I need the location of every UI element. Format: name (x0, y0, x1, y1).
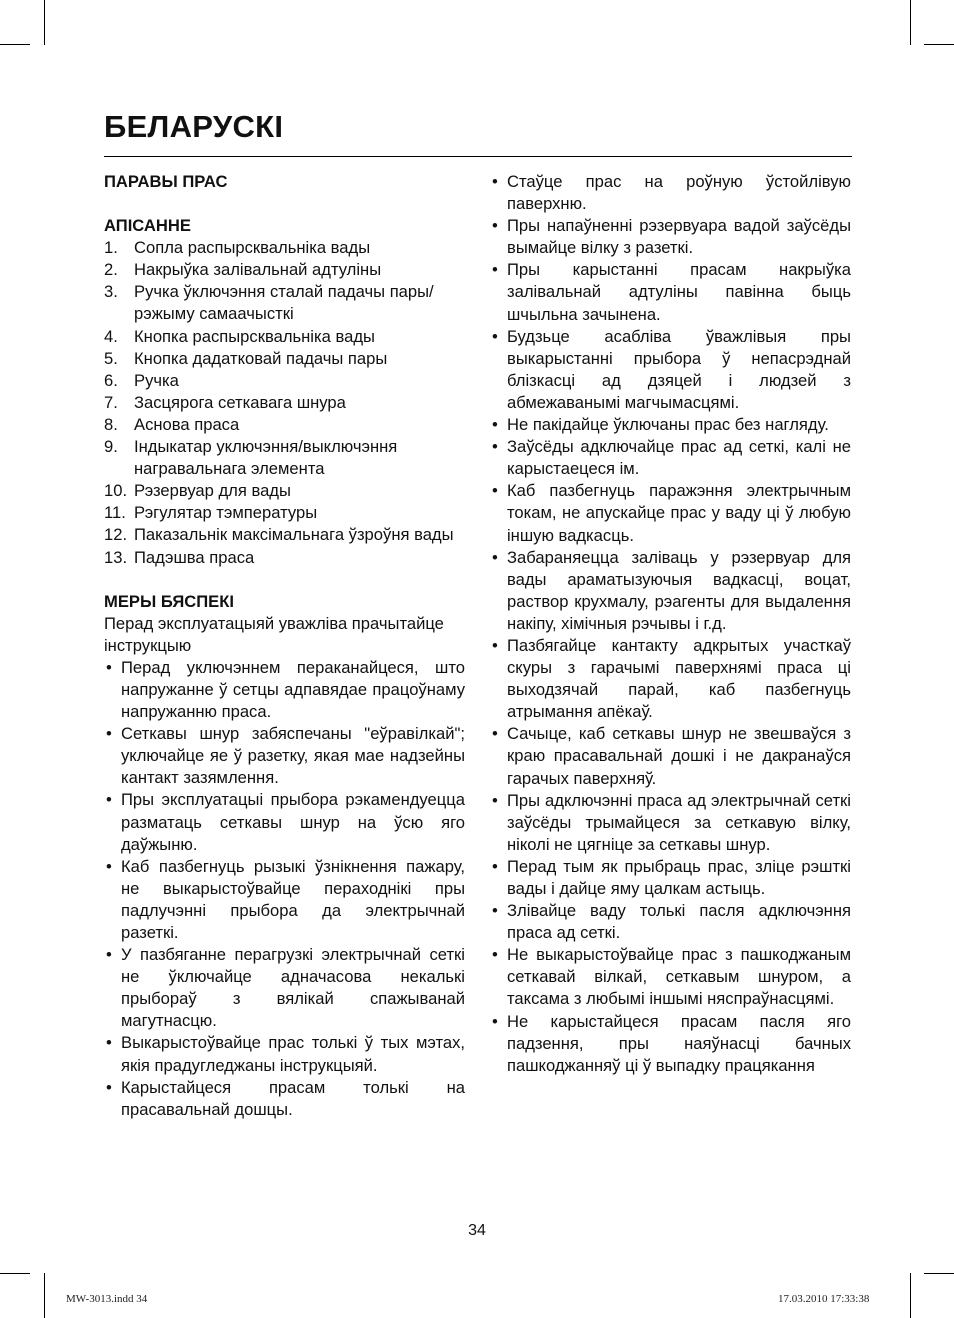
list-text: Стаўце прас на роўную ўстойлівую паверхню. (507, 172, 851, 214)
crop-mark (910, 1273, 911, 1318)
list-number: 2. (104, 260, 118, 280)
list-number: 5. (104, 348, 118, 368)
list-item (490, 547, 851, 635)
list-number: 13. (104, 547, 128, 567)
list-text: Не пакідайце ўключаны прас без нагляду. (507, 415, 829, 435)
list-item (490, 326, 851, 414)
list-item (104, 348, 465, 370)
list-text: Накрыўка залівальнай адтуліны (134, 260, 382, 280)
page-number: 34 (468, 1222, 486, 1239)
list-item (104, 502, 465, 524)
crop-mark (44, 0, 45, 45)
list-text: Пры напаўненні рэзервуара вадой заўсёды вымайце вілку з разеткі. (507, 216, 851, 258)
bullet-icon: • (492, 790, 498, 810)
list-item (490, 635, 851, 723)
list-item (490, 790, 851, 856)
crop-mark (44, 1273, 45, 1318)
bullet-icon: • (106, 790, 112, 810)
list-text: Пры адключэнні праса ад электрычнай сеткі заўсёды трымайцеся за сеткавую вілку, ніколі не цягніце за сеткавы шнур. (507, 790, 851, 854)
list-text: Ручка (134, 370, 179, 390)
list-text: Сопла распырсквальніка вады (134, 238, 371, 258)
bullet-icon: • (492, 415, 498, 435)
list-item (104, 259, 465, 281)
list-text: Злівайце ваду толькі пасля адключэння праса ад сеткі. (507, 901, 851, 943)
list-item (490, 414, 851, 436)
list-text: Паказальнік максімальнага ўзроўня вады (134, 525, 454, 545)
list-text: Ручка ўключэння сталай падачы пары/ рэжыму самаачысткі (134, 282, 434, 324)
list-number: 3. (104, 282, 118, 302)
list-text: Будзьце асабліва ўважлівыя пры выкарыстанні прыбора ў непасрэднай блізкасці ад дзяцей і людзей з абмежаванымі магчымасцямі. (507, 326, 851, 412)
language-title: БЕЛАРУСКІ (104, 109, 284, 144)
bullet-icon: • (492, 216, 498, 236)
list-text: Не выкарыстоўвайце прас з пашкоджаным сеткавай вілкай, сеткавым шнуром, а таксама з любымі іншымі няспраўнасцямі. (507, 945, 851, 1009)
list-text: Перад тым як прыбраць прас, зліце рэшткі вады і дайце яму цалкам астыць. (507, 856, 851, 898)
bullet-icon: • (106, 945, 112, 965)
bullet-icon: • (492, 724, 498, 744)
list-text: Кнопка распырсквальніка вады (134, 326, 375, 346)
bullet-icon: • (492, 437, 498, 457)
list-text: Перад уключэннем пераканайцеся, што напружанне ў сетцы адпавядае працоўнаму напружанню праса. (121, 657, 465, 722)
list-item (104, 281, 465, 325)
list-number: 11. (104, 503, 126, 523)
list-item (490, 900, 851, 944)
product-title: ПАРАВЫ ПРАС (104, 172, 228, 191)
description-heading: АПІСАННЕ (104, 216, 191, 236)
bullet-icon: • (492, 481, 498, 501)
list-text: Каб пазбегнуць рызыкі ўзнікнення пажару, не выкарыстоўвайце пераходнікі пры падлучэнні прыбора да электрычнай разеткі. (121, 856, 465, 942)
list-item (490, 171, 851, 215)
bullet-icon: • (106, 724, 112, 744)
list-text: Каб пазбегнуць паражэння электрычным токам, не апускайце прас у ваду ці ў любую іншую вадкасць. (507, 481, 851, 545)
bullet-icon: • (106, 1033, 112, 1053)
list-text: Сеткавы шнур забяспечаны "еўравілкай"; уключайце яе ў разетку, якая мае надзейны кантакт зазямлення. (121, 724, 465, 788)
list-text: Аснова праса (134, 414, 240, 434)
list-item (104, 547, 465, 569)
list-text: Пры карыстанні прасам накрыўка залівальнай адтуліны павінна быць шчыльна зачынена. (507, 260, 851, 324)
list-text: Пры эксплуатацыі прыбора рэкамендуецца разматаць сеткавы шнур на ўсю яго даўжыню. (121, 790, 465, 854)
bullet-icon: • (492, 1011, 498, 1031)
parts-list (104, 237, 465, 568)
list-item (104, 1032, 465, 1076)
list-item (490, 944, 851, 1010)
list-item (490, 856, 851, 900)
list-number: 7. (104, 392, 118, 412)
bullet-icon: • (492, 856, 498, 876)
bullet-icon: • (492, 901, 498, 921)
list-item (104, 414, 465, 436)
list-item (104, 480, 465, 502)
list-item (104, 392, 465, 414)
bullet-icon: • (492, 547, 498, 567)
list-text: Заўсёды адключайце прас ад сеткі, калі не карыстаецеся ім. (507, 437, 851, 479)
crop-mark (0, 44, 30, 45)
list-item (490, 480, 851, 546)
list-item (104, 524, 465, 546)
list-text: У пазбяганне перагрузкі электрычнай сеткі не ўключайце адначасова некалькі прыбораў з вялікай спажыванай магутнасцю. (121, 945, 465, 1031)
list-text: Не карыстайцеся прасам пасля яго падзення, пры наяўнасці бачных пашкоджанняў ці ў выпадку працякання (507, 1011, 851, 1075)
list-number: 8. (104, 414, 118, 434)
list-text: Кнопка дадатковай падачы пары (134, 348, 388, 368)
list-text: Сачыце, каб сеткавы шнур не звешваўся з краю прасавальнай дошкі і не дакранаўся гарачых паверхняў. (507, 724, 851, 788)
crop-mark (924, 1273, 954, 1274)
list-text: Падэшва праса (134, 547, 255, 567)
print-timestamp: 17.03.2010 17:33:38 (778, 1293, 870, 1305)
list-text: Засцярога сеткавага шнура (134, 392, 346, 412)
list-number: 10. (104, 481, 128, 501)
list-text: Пазбягайце кантакту адкрытых участкаў скуры з гарачымі паверхнямі праса ці выходзячай парай, каб пазбегнуць атрымання апёкаў. (507, 635, 851, 722)
list-item (104, 436, 465, 480)
bullet-icon: • (492, 945, 498, 965)
list-text: Карыстайцеся прасам толькі на прасавальнай дошцы. (121, 1077, 465, 1119)
list-item (490, 259, 851, 325)
crop-mark (910, 0, 911, 45)
crop-mark (924, 44, 954, 45)
list-item (104, 326, 465, 348)
bullet-icon: • (492, 326, 498, 346)
list-item (490, 436, 851, 480)
bullet-icon: • (106, 856, 112, 876)
list-item (104, 657, 465, 723)
list-text: Рэзервуар для вады (134, 481, 291, 501)
safety-intro: Перад эксплуатацыяй уважліва прачытайце інструкцыю (104, 613, 444, 655)
list-text: Забараняецца заліваць у рэзервуар для вады араматызуючыя вадкасці, воцат, раствор крухмалу, рэагенты для выдалення накіпу, хімічныя рэчывы і г.д. (507, 547, 851, 633)
right-column (490, 171, 851, 1077)
file-slug: MW-3013.indd 34 (66, 1293, 148, 1305)
list-number: 1. (104, 238, 118, 258)
list-item (104, 1077, 465, 1121)
list-text: Індыкатар уключэння/выключэння награвальнага элемента (134, 437, 398, 479)
bullet-icon: • (106, 657, 112, 677)
safety-heading: МЕРЫ БЯСПЕКІ (104, 591, 234, 611)
list-item (104, 856, 465, 944)
list-number: 9. (104, 437, 118, 457)
list-item (104, 237, 465, 259)
list-item (104, 944, 465, 1032)
list-number: 12. (104, 525, 128, 545)
list-item (104, 723, 465, 789)
list-number: 6. (104, 370, 118, 390)
left-column (104, 171, 465, 1121)
bullet-icon: • (492, 172, 498, 191)
bullet-icon: • (492, 635, 498, 655)
list-text: Рэгулятар тэмпературы (134, 503, 318, 523)
safety-list-continued (490, 171, 851, 1077)
list-number: 4. (104, 326, 118, 346)
list-item (490, 215, 851, 259)
list-text: Выкарыстоўвайце прас толькі ў тых мэтах, якія прадугледжаны інструкцыяй. (121, 1033, 465, 1075)
bullet-icon: • (106, 1077, 112, 1097)
bullet-icon: • (492, 260, 498, 280)
list-item (490, 1011, 851, 1077)
crop-mark (0, 1273, 30, 1274)
list-item (104, 789, 465, 855)
safety-list (104, 657, 465, 1121)
title-divider (104, 156, 852, 157)
list-item (490, 723, 851, 789)
list-item (104, 370, 465, 392)
